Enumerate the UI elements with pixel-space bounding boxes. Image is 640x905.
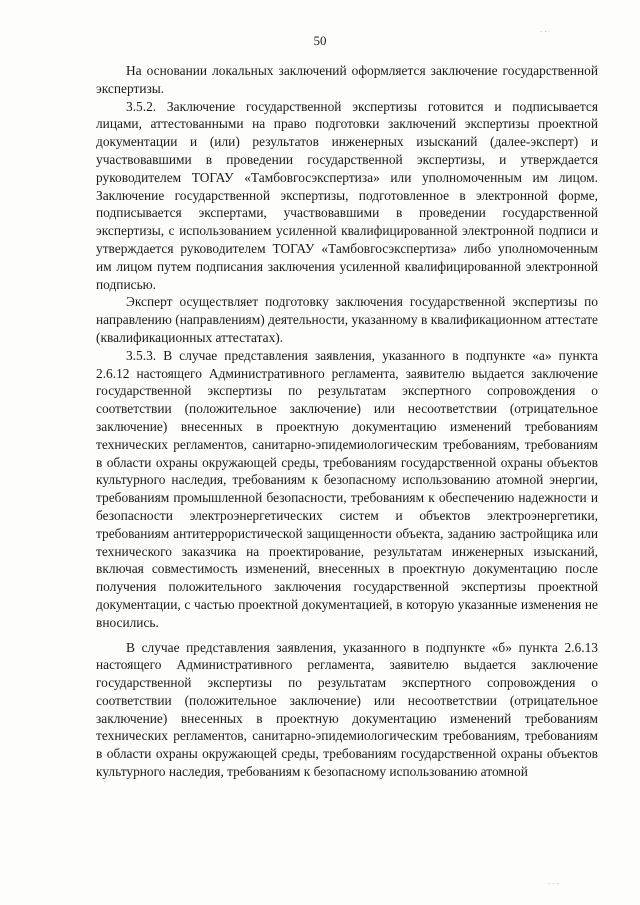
paragraph-expert-role: Эксперт осуществляет подготовку заключения государственной экспертизы по направлению (направлениям) деятельности, указанному в квалификационном аттестате (квалификационных аттестатах).: [96, 294, 598, 345]
paragraph-conclusion-intro: На основании локальных заключений оформляется заключение государственной экспертизы.: [96, 63, 598, 96]
paragraph-3-5-3: 3.5.3. В случае представления заявления, указанного в подпункте «а» пункта 2.6.12 настоящего Административного регламента, заявителю выдается заключение государственной экспертизы по результатам экспертного сопровождения о соответствии (положительное заключение) или несоответствии (отрицательное заключение) внесенных в проектную документацию изменений требованиям технических регламентов, санитарно-эпидемиологическим требованиям, требованиям в области охраны окружающей среды, требованиям государственной охраны объектов культурного наследия, требованиям к безопасному использованию атомной энергии, требованиям промышленной безопасности, требованиям к обеспечению надежности и безопасности электроэнергетических систем и объектов электроэнергетики, требованиям антитеррористической защищенности объекта, заданию застройщика или технического заказчика на проектирование, результатам инженерных изысканий, включая совместимость изменений, внесенных в проектную документацию после получения положительного заключения государственной экспертизы проектной документации, с частью проектной документацией, в которую указанные изменения не вносились.: [96, 347, 598, 630]
scan-artifact: · ·: [540, 28, 547, 36]
scan-artifact: · · ·: [548, 880, 560, 888]
paragraph-3-5-2: 3.5.2. Заключение государственной экспертизы готовится и подписывается лицами, аттестованными на право подготовки заключений экспертизы проектной документации и (или) результатов инженерных изысканий (далее-эксперт) и участвовавшими в проведении государственной экспертизы, и утверждается руководителем ТОГАУ «Тамбовгосэкспертиза» или уполномоченным им лицом. Заключение государственной экспертизы, подготовленное в электронной форме, подписывается экспертами, участвовавшими в проведении государственной экспертизы, с использованием усиленной квалифицированной электронной подписи и утверждается руководителем ТОГАУ «Тамбовгосэкспертиза» либо уполномоченным им лицом путем подписания заключения усиленной квалифицированной электронной подписью.: [96, 98, 598, 292]
page-number: 50: [313, 33, 327, 48]
paragraph-subpoint-b: В случае представления заявления, указанного в подпункте «б» пункта 2.6.13 настоящего Административного регламента, заявителю выдается заключение государственной экспертизы по результатам экспертного сопровождения о соответствии (положительное заключение) или несоответствии (отрицательное заключение) внесенных в проектную документацию изменений требованиям технических регламентов, санитарно-эпидемиологическим требованиям, требованиям в области охраны окружающей среды, требованиям государственной охраны объектов культурного наследия, требованиям к безопасному использованию атомной: [96, 639, 598, 780]
document-body: [96, 62, 598, 781]
